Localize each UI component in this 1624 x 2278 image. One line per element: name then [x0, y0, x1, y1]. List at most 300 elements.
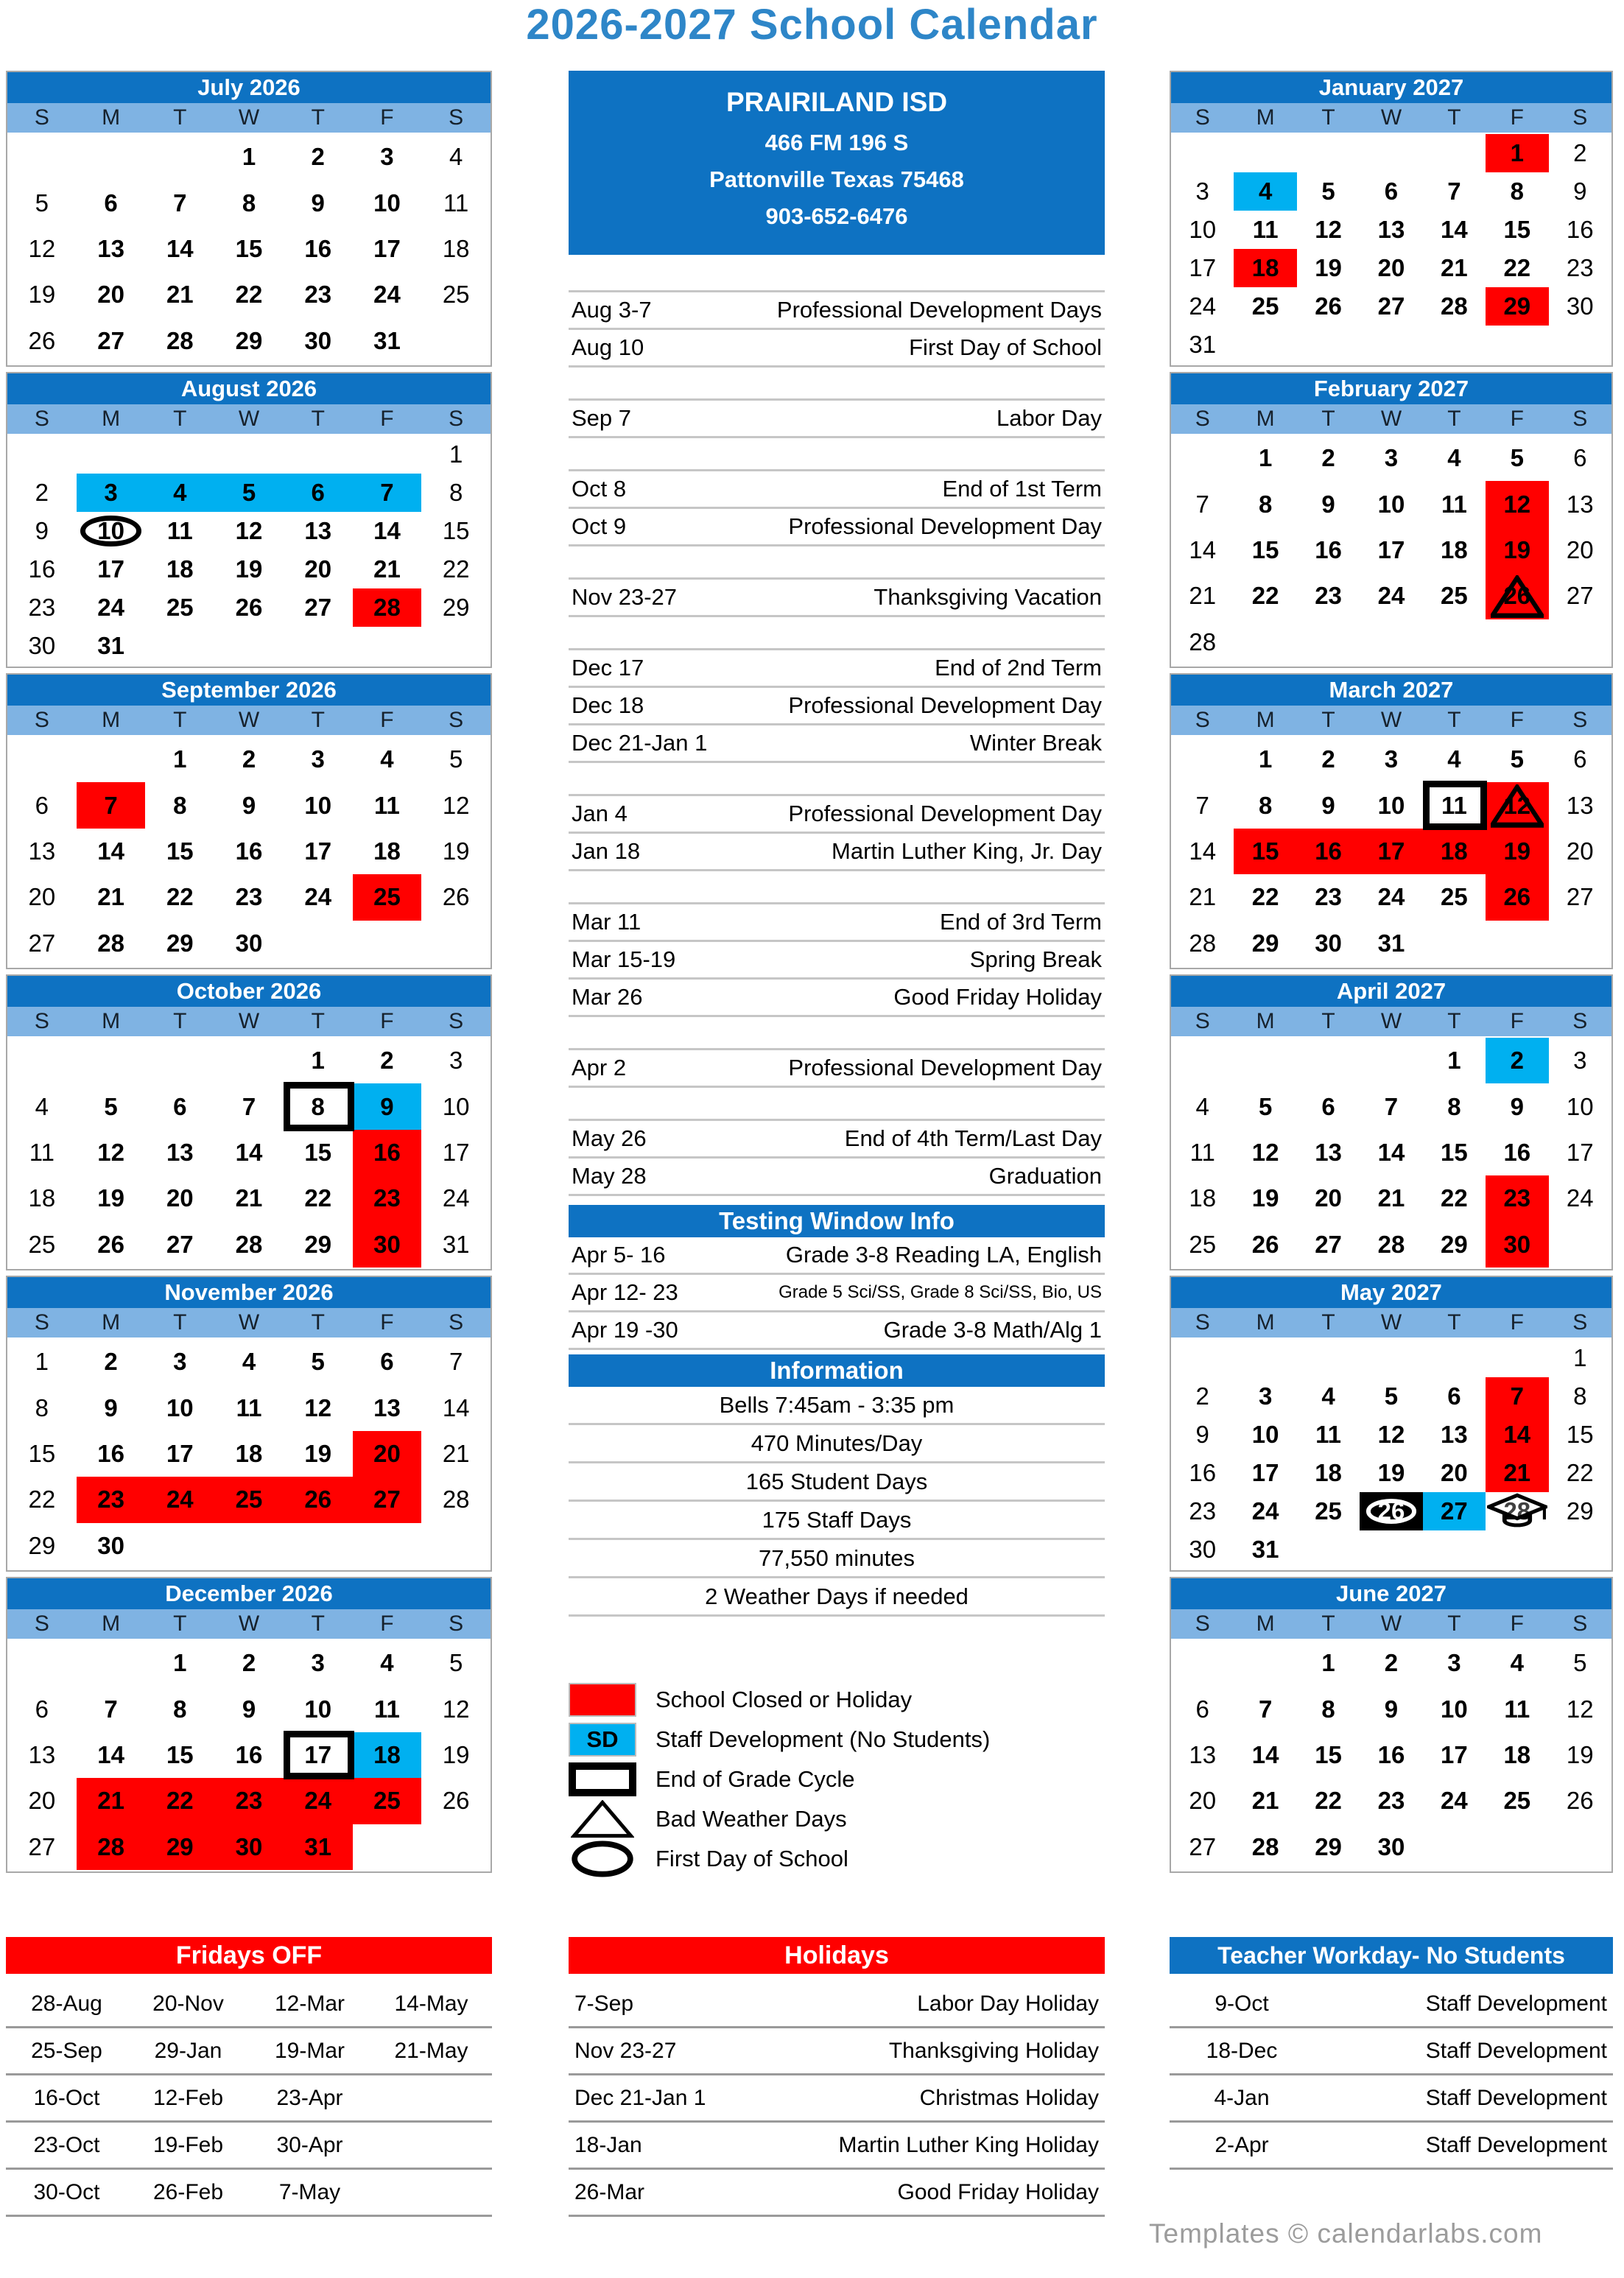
key-date-row	[569, 1121, 1105, 1159]
day-number: 24	[1189, 292, 1217, 320]
day-number: 20	[28, 1787, 56, 1815]
month-title: January 2027	[1171, 72, 1611, 103]
day-number: 20	[166, 1184, 194, 1212]
day-cell	[77, 318, 146, 364]
day-cell	[1360, 1492, 1422, 1530]
day-cell	[1297, 782, 1360, 828]
day-number: 18	[442, 235, 470, 263]
fridays-off-date: 14-May	[394, 1991, 468, 2016]
day-number: 5	[1510, 745, 1524, 773]
week-row	[7, 737, 491, 782]
day-number: 11	[374, 1695, 400, 1723]
legend-item-red	[569, 1680, 1105, 1720]
day-number: 7	[1195, 791, 1209, 819]
weekday-letter: T	[1447, 1611, 1461, 1636]
key-date: Aug 10	[572, 334, 644, 360]
day-number: 6	[35, 791, 49, 819]
weekday-letter: F	[1510, 105, 1524, 130]
day-number: 22	[1315, 1787, 1342, 1815]
day-cell	[214, 1038, 284, 1083]
day-cell	[1360, 1732, 1422, 1778]
day-number: 16	[304, 235, 332, 263]
testing-label: Grade 5 Sci/SS, Grade 8 Sci/SS, Bio, US	[778, 1282, 1102, 1302]
day-cell	[1360, 1530, 1422, 1569]
week-row	[7, 782, 491, 828]
day-number: 24	[1377, 883, 1405, 911]
day-number: 2	[1195, 1382, 1209, 1410]
day-number: 17	[304, 837, 332, 865]
fridays-off-row	[6, 2123, 492, 2170]
weekday-letter: S	[34, 708, 49, 732]
day-number: 12	[1503, 490, 1531, 518]
day-cell	[1171, 211, 1234, 249]
day-cell	[1171, 1454, 1234, 1492]
day-cell	[421, 1038, 491, 1083]
day-cell	[1486, 134, 1548, 172]
day-number: 19	[1251, 1184, 1279, 1212]
day-cell	[421, 921, 491, 966]
day-number: 1	[449, 440, 463, 468]
day-number: 15	[1566, 1421, 1594, 1448]
day-number: 21	[1251, 1787, 1279, 1815]
day-cell	[7, 134, 77, 180]
day-cell	[77, 782, 146, 828]
day-cell	[1549, 737, 1611, 782]
fridays-off-date: 21-May	[394, 2038, 468, 2063]
day-number: 23	[1377, 1787, 1405, 1815]
day-number: 27	[1566, 883, 1594, 911]
day-cell	[1360, 211, 1422, 249]
testing-window-row	[569, 1312, 1105, 1350]
day-cell	[284, 1686, 353, 1732]
day-number: 22	[442, 555, 470, 583]
day-number: 20	[1315, 1184, 1342, 1212]
week-row	[7, 1083, 491, 1129]
week-row	[7, 627, 491, 665]
day-cell	[284, 1339, 353, 1385]
weekday-letter: S	[1572, 708, 1588, 732]
day-number: 24	[304, 883, 332, 911]
week-row	[7, 1130, 491, 1175]
day-cell	[214, 1778, 284, 1824]
day-cell	[1171, 1686, 1234, 1732]
day-number: 26	[442, 1787, 470, 1815]
day-cell	[1423, 1038, 1486, 1083]
school-phone: 903-652-6476	[765, 203, 908, 229]
day-cell	[1297, 1778, 1360, 1824]
day-cell	[7, 1130, 77, 1175]
day-cell	[1171, 481, 1234, 527]
day-number: 31	[373, 326, 401, 354]
day-cell	[421, 1385, 491, 1430]
day-cell	[145, 1083, 214, 1129]
key-date-label: Thanksgiving Vacation	[873, 584, 1102, 610]
day-cell	[1171, 829, 1234, 874]
weekday-letter: T	[1321, 1310, 1335, 1335]
day-cell	[1360, 921, 1422, 966]
day-number: 31	[442, 1230, 470, 1258]
day-cell	[284, 226, 353, 272]
day-number: 29	[304, 1230, 332, 1258]
day-cell	[353, 1523, 422, 1569]
day-cell	[1549, 573, 1611, 619]
weekday-letter: S	[449, 105, 464, 130]
day-number: 30	[1189, 1536, 1217, 1563]
key-date-label: End of 2nd Term	[935, 655, 1102, 681]
day-cell	[1234, 134, 1296, 172]
weekday-letter: T	[1321, 708, 1335, 732]
day-number: 10	[442, 1092, 470, 1120]
day-cell	[1360, 1640, 1422, 1686]
day-cell	[1297, 1175, 1360, 1221]
day-number: 9	[1321, 490, 1335, 518]
day-cell	[353, 226, 422, 272]
day-cell	[1486, 1454, 1548, 1492]
day-cell	[421, 550, 491, 588]
day-cell	[1486, 1530, 1548, 1569]
day-number: 17	[1566, 1139, 1594, 1167]
key-date-row	[569, 688, 1105, 725]
day-number: 28	[97, 929, 124, 957]
day-number: 12	[304, 1393, 332, 1421]
week-row	[1171, 619, 1611, 665]
day-cell	[1234, 1175, 1296, 1221]
day-cell	[1423, 1492, 1486, 1530]
fridays-off-date: 23-Apr	[276, 2085, 343, 2110]
day-number: 18	[373, 837, 401, 865]
week-row	[1171, 1640, 1611, 1686]
key-date: Nov 23-27	[572, 584, 678, 610]
key-date-row	[569, 942, 1105, 980]
weekday-letter: M	[1256, 105, 1275, 130]
holidays-table	[569, 1937, 1105, 2217]
day-cell	[1297, 829, 1360, 874]
day-cell	[1549, 1492, 1611, 1530]
day-number: 28	[235, 1230, 263, 1258]
day-cell	[353, 272, 422, 317]
day-number: 11	[29, 1139, 55, 1167]
day-cell	[7, 550, 77, 588]
testing-window-header: Testing Window Info	[569, 1205, 1105, 1237]
day-cell	[1360, 287, 1422, 326]
day-cell	[7, 588, 77, 627]
day-cell	[1486, 287, 1548, 326]
day-number: 21	[373, 555, 401, 583]
day-cell	[1549, 619, 1611, 665]
weekday-letter: S	[449, 407, 464, 431]
day-number: 24	[97, 594, 124, 621]
holiday-row	[569, 2075, 1105, 2123]
day-cell	[421, 1175, 491, 1221]
day-number: 23	[1315, 883, 1342, 911]
day-cell	[1423, 1416, 1486, 1454]
day-cell	[1486, 1778, 1548, 1824]
day-cell	[145, 1824, 214, 1870]
day-number: 16	[1315, 837, 1342, 865]
day-number: 24	[1377, 582, 1405, 610]
day-number: 8	[311, 1092, 325, 1120]
day-number: 4	[449, 143, 463, 171]
day-number: 18	[1441, 536, 1468, 564]
day-number: 21	[166, 281, 194, 309]
weekday-header	[7, 404, 491, 434]
day-number: 7	[242, 1092, 256, 1120]
day-number: 24	[1441, 1787, 1468, 1815]
week-row	[7, 318, 491, 364]
day-cell	[421, 435, 491, 474]
day-number: 27	[304, 594, 332, 621]
day-number: 19	[235, 555, 263, 583]
day-number: 11	[1189, 1139, 1215, 1167]
day-cell	[1486, 249, 1548, 287]
day-number: 9	[1510, 1092, 1524, 1120]
day-cell	[77, 1824, 146, 1870]
day-number: 14	[1251, 1741, 1279, 1769]
day-cell	[1423, 172, 1486, 211]
month-grid	[1171, 1337, 1611, 1570]
day-number: 19	[1503, 536, 1531, 564]
day-number: 22	[1251, 883, 1279, 911]
day-number: 25	[1189, 1230, 1217, 1258]
day-cell	[145, 512, 214, 550]
day-number: 1	[242, 143, 256, 171]
day-cell	[7, 782, 77, 828]
day-number: 13	[166, 1139, 194, 1167]
day-number: 15	[235, 235, 263, 263]
day-number: 16	[235, 1741, 263, 1769]
day-number: 16	[1566, 216, 1594, 243]
week-row	[7, 180, 491, 225]
day-cell	[1360, 829, 1422, 874]
day-number: 22	[235, 281, 263, 309]
day-cell	[1549, 1530, 1611, 1569]
day-number: 3	[1384, 444, 1399, 472]
left-month-column	[6, 71, 492, 1878]
day-number: 13	[1566, 791, 1594, 819]
weekday-letter: T	[311, 708, 325, 732]
day-number: 26	[235, 594, 263, 621]
day-number: 14	[373, 517, 401, 544]
day-number: 5	[311, 1348, 325, 1376]
day-cell	[421, 180, 491, 225]
day-cell	[1549, 1778, 1611, 1824]
day-cell	[421, 226, 491, 272]
key-date: Jan 4	[572, 801, 628, 826]
day-cell	[214, 627, 284, 665]
week-row	[7, 1339, 491, 1385]
day-cell	[1234, 1732, 1296, 1778]
day-cell	[284, 1083, 353, 1129]
day-cell	[214, 874, 284, 920]
day-cell	[1423, 1732, 1486, 1778]
legend-label: Bad Weather Days	[655, 1806, 847, 1832]
day-number: 5	[1573, 1649, 1587, 1677]
month-title: February 2027	[1171, 373, 1611, 404]
day-cell	[77, 921, 146, 966]
weekday-letter: W	[238, 708, 260, 732]
day-cell	[284, 921, 353, 966]
day-cell	[1486, 573, 1548, 619]
workday-row	[1170, 1981, 1613, 2028]
week-row	[7, 1824, 491, 1870]
day-number: 7	[449, 1348, 463, 1376]
day-cell	[214, 474, 284, 512]
day-number: 25	[1251, 292, 1279, 320]
week-row	[1171, 782, 1611, 828]
day-cell	[1234, 211, 1296, 249]
day-number: 4	[1258, 177, 1273, 205]
day-number: 20	[28, 883, 56, 911]
day-cell	[214, 512, 284, 550]
fridays-off-rows	[6, 1981, 492, 2217]
day-number: 12	[235, 517, 263, 544]
day-number: 18	[1441, 837, 1468, 865]
day-cell	[421, 829, 491, 874]
day-number: 4	[173, 479, 187, 506]
day-number: 21	[1377, 1184, 1405, 1212]
weekday-letter: T	[311, 105, 325, 130]
day-cell	[353, 1824, 422, 1870]
day-number: 10	[1566, 1092, 1594, 1120]
day-cell	[214, 226, 284, 272]
day-number: 15	[442, 517, 470, 544]
day-number: 10	[1441, 1695, 1468, 1723]
day-cell	[1423, 435, 1486, 481]
day-number: 16	[1315, 536, 1342, 564]
day-cell	[77, 272, 146, 317]
day-cell	[353, 921, 422, 966]
day-number: 16	[1503, 1139, 1531, 1167]
day-cell	[1297, 134, 1360, 172]
day-number: 11	[374, 791, 400, 819]
weekday-letter: W	[1380, 1611, 1402, 1636]
day-number: 19	[97, 1184, 124, 1212]
week-row	[7, 512, 491, 550]
day-cell	[1234, 1492, 1296, 1530]
day-number: 18	[1315, 1459, 1342, 1486]
day-number: 4	[1447, 444, 1461, 472]
day-cell	[145, 1477, 214, 1522]
weekday-letter: T	[173, 407, 187, 431]
day-cell	[284, 874, 353, 920]
key-date: May 26	[572, 1125, 647, 1151]
day-cell	[145, 627, 214, 665]
month-title: September 2026	[7, 675, 491, 706]
day-number: 5	[35, 189, 49, 217]
day-cell	[1297, 1130, 1360, 1175]
day-cell	[1171, 172, 1234, 211]
day-number: 7	[1258, 1695, 1273, 1723]
day-cell	[1297, 1038, 1360, 1083]
day-cell	[1171, 1038, 1234, 1083]
day-cell	[421, 1824, 491, 1870]
day-cell	[1549, 1175, 1611, 1221]
day-cell	[1234, 1454, 1296, 1492]
day-number: 12	[442, 791, 470, 819]
day-cell	[145, 1523, 214, 1569]
day-cell	[1360, 172, 1422, 211]
month-april-2027	[1170, 974, 1613, 1270]
day-cell	[77, 1523, 146, 1569]
information-row: 175 Staff Days	[569, 1502, 1105, 1540]
day-cell	[214, 550, 284, 588]
key-date-row	[569, 834, 1105, 871]
weekday-letter: T	[173, 105, 187, 130]
weekday-letter: W	[1380, 708, 1402, 732]
month-title: August 2026	[7, 373, 491, 404]
day-cell	[353, 1732, 422, 1778]
information-rows	[569, 1387, 1105, 1617]
day-cell	[77, 588, 146, 627]
day-number: 9	[242, 1695, 256, 1723]
key-date-label: First Day of School	[909, 334, 1102, 360]
day-cell	[284, 474, 353, 512]
day-number: 15	[1503, 216, 1531, 243]
day-cell	[1234, 1686, 1296, 1732]
day-cell	[284, 318, 353, 364]
day-number: 22	[1503, 254, 1531, 281]
day-number: 27	[97, 326, 124, 354]
key-dates-group	[569, 398, 1105, 438]
day-number: 2	[1510, 1047, 1524, 1075]
day-cell	[1297, 249, 1360, 287]
weekday-letter: T	[1447, 708, 1461, 732]
day-cell	[7, 829, 77, 874]
day-cell	[145, 1038, 214, 1083]
day-cell	[7, 1339, 77, 1385]
week-row	[7, 1175, 491, 1221]
day-cell	[1549, 874, 1611, 920]
day-number: 15	[166, 1741, 194, 1769]
day-cell	[1549, 527, 1611, 573]
day-cell	[1549, 134, 1611, 172]
day-cell	[1423, 782, 1486, 828]
day-number: 30	[1503, 1230, 1531, 1258]
weekday-letter: F	[1510, 1611, 1524, 1636]
day-cell	[214, 180, 284, 225]
day-cell	[77, 874, 146, 920]
day-cell	[1171, 287, 1234, 326]
day-number: 9	[1384, 1695, 1399, 1723]
key-date-row	[569, 330, 1105, 368]
day-cell	[145, 1385, 214, 1430]
day-number: 2	[104, 1348, 118, 1376]
week-row	[7, 921, 491, 966]
day-cell	[1423, 1175, 1486, 1221]
key-date: Oct 9	[572, 513, 627, 539]
day-number: 25	[166, 594, 194, 621]
day-cell	[1234, 1778, 1296, 1824]
day-cell	[1486, 1640, 1548, 1686]
day-number: 5	[1384, 1382, 1399, 1410]
month-july-2026	[6, 71, 492, 367]
key-date: Aug 3-7	[572, 297, 652, 323]
month-grid	[7, 735, 491, 968]
day-number: 23	[97, 1486, 124, 1514]
weekday-header	[7, 1308, 491, 1337]
day-cell	[1549, 1454, 1611, 1492]
day-number: 17	[166, 1440, 194, 1468]
key-date-label: Winter Break	[969, 730, 1102, 756]
day-number: 7	[380, 479, 394, 506]
day-number: 6	[173, 1092, 187, 1120]
testing-window-row	[569, 1237, 1105, 1275]
day-cell	[284, 1640, 353, 1686]
day-number: 31	[1251, 1536, 1279, 1563]
holiday-date: Nov 23-27	[574, 2038, 677, 2063]
month-grid	[1171, 1639, 1611, 1871]
day-number: 9	[35, 517, 49, 544]
